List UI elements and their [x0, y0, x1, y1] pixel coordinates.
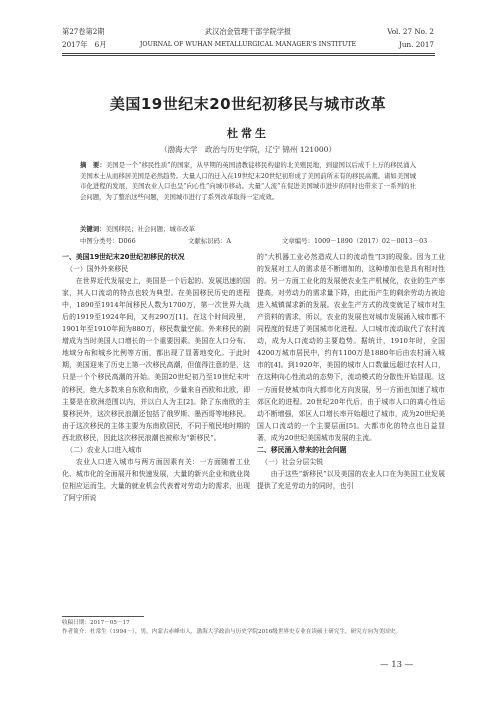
body-paragraph: 的“大机器工业必然造成人口的流动性”[3]的现象。因为工业的发展对工人的需求是不断增加的，这种增加也是具有相对性的。另一方面工业化的发展使农业生产机械化，农业的生产率提高，对劳动力的需求量下降，由此而产生的剩余劳动力被迫进入城镇谋求新的发展。农业生产方式的改变就足了城市对生产资料的需求，所以，农业的发展也对城市发展涌入城市都不同程度的促进了美国城市化进程。人口城市流动取代了农村流动，成为人口流动的主要趋势。据统计，1910年时，全国4200万城市居民中，约有1100万是1880年后由农村涌入城市的[4]。到1920年，美国的城市人口数量远超过农村人口，在这种向心性流动的态势下，流动模式的分散性开始显现。这一方面促使城市向大都市化方向发展，另一方面也加速了城市郊区化的进程。20世纪20年代后，由于城市人口的离心性运动不断增强，郊区人口增长率开始超过了城市，成为20世纪美国人口流动的一个主要层面[5]。大都市化的特点也日益显著，成为20世纪美国城市发展的主流。 — [257, 253, 445, 442]
subsection-heading: （一）国外外来移民 — [66, 265, 129, 274]
received-date: 收稿日期：2017－05－17 — [62, 620, 130, 626]
header-rule-bottom — [62, 55, 435, 56]
journal-name-cn: 武汉冶金管理干部学院学报 — [204, 27, 292, 36]
article-author: 杜常生 — [227, 127, 269, 140]
keywords-text: 美国移民；社会问题；城市改革 — [105, 225, 196, 233]
keywords-label: 关键词： — [80, 225, 106, 233]
journal-issue: 第27卷第2期 — [62, 27, 105, 36]
clc-number: 中图分类号：D066 — [80, 237, 136, 245]
subsection-heading: （一）社会分层尖锐 — [261, 457, 324, 466]
footnote-rule — [62, 616, 144, 617]
footnote — [62, 619, 442, 636]
author-bio: 作者简介：杜常生（1994－），男，内蒙古赤峰市人，渤海大学政治与历史学院2016级世界史专业在读硕士研究生，研究方向为美国史。 — [62, 628, 401, 635]
body-paragraph: 在世界近代发展史上，美国是一个后起的、发展迅速的国家，其人口流动的特点也较为典型。在美国移民历史的进程中，1890至1914年间移民人数为1700万，第一次世界大战后的1919至1924年间，又有290万[1]。在这个时间段里，1901年至1910年间为880万，移民数量空前。外来移民的剧增成为当时美国人口增长的一个重要因素。美国在人口分布、地域分布和城乡比例等方面，都出现了显著地变化。于此时期，美国迎来了历史上第一次移民高潮，但值得注意的是，这只是一个个移民高潮的开始。美国20世纪初乃至19世纪末叶的移民，绝大多数来自东欧和南欧，少量来自西欧和北欧，即主要是在欧洲范围以内，并以白人为主[2]。除了东南欧的主要移民外，这次移民浪潮还包括了俄罗斯、墨西哥等地移民。由于这次移民的主体主要为东南欧居民，不同于殖民地时期的西北欧移民，因此这次移民浪潮也被称为“新移民”。 — [62, 277, 250, 442]
article-title: 美国19世纪末20世纪初移民与城市改革 — [109, 95, 387, 113]
author-affiliation: （渤海大学 政治与历史学院，辽宁 锦州 121000） — [160, 145, 336, 154]
subsection-heading: （二）农业人口进入城市 — [66, 445, 142, 454]
body-paragraph: 农业人口进入城市与两方面因素有关：一方面随着工业化、城市化的全面展开和快速发展，大量的新兴企业和就业岗位相应运而生，大量的就业机会代表着对劳动力的需求，出现了阿宁所说 — [62, 457, 250, 502]
body-right-column — [257, 251, 445, 492]
header-rule-top — [62, 53, 435, 54]
page-number: — 13 — — [380, 660, 414, 670]
journal-volume: Vol. 27 No. 2 — [387, 27, 434, 36]
body-left-column — [62, 251, 250, 504]
article-number: 文章编号：1009－1890（2017）02－0013－03 — [282, 237, 428, 245]
journal-date: 2017年 6月 — [62, 40, 107, 49]
journal-month: Jun. 2017 — [398, 40, 434, 49]
abstract-text: 美国是一个“移民性质”的国家，从早期的英国清教徒移民构建的北美殖民地，到建国以后成千上万的移民涌入美国本土从而移居美国是必然趋势。大量人口的迁入在19世纪末20世纪初形成了美国前所未有的移民高潮。诸如美国城市化进程的发展，美国农业人口也呈“向心性”向城市移动。大量“人流”在促进美国城市进步的同时也带来了一系列的社会问题，为了整治这些问题，美国城市进行了系列改革取得一定成效。 — [80, 161, 416, 201]
abstract-label: 摘 要： — [80, 161, 106, 169]
body-paragraph: 由于这些“新移民”以及美国的农业人口在为美国工业发展提供了充足劳动力的同时，也引 — [257, 469, 445, 490]
section-heading: 二、移民涌入带来的社会问题 — [257, 445, 347, 454]
abstract — [80, 160, 416, 202]
journal-name-en: JOURNAL OF WUHAN METALLURGICAL MANAGER'S INSTITUTE — [139, 41, 357, 48]
document-code: 文献标识码：A — [188, 237, 231, 245]
section-heading: 一、美国19世纪末20世纪初移民的状况 — [62, 253, 185, 261]
keywords — [80, 224, 416, 234]
